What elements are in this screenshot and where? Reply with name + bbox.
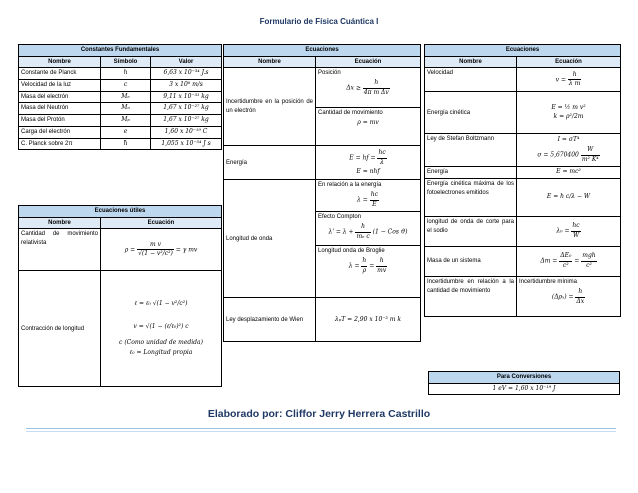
- const-name: Masa del electrón: [19, 91, 101, 103]
- wavelength-name: Longitud de onda: [224, 180, 316, 298]
- col-ecuacion: Ecuación: [517, 56, 621, 68]
- wavelength-energy-cell: En relación a la energía λ = $\frac{hc}{E}$: [316, 180, 421, 212]
- position-equation: Δx ≥ $\frac{h}{\text{4π m Δv}}$: [346, 79, 389, 96]
- const-value: 9,11 x 10⁻³¹ kg: [151, 91, 222, 103]
- momentum-cell: [316, 108, 421, 146]
- kinetic-equations: E = ½ m v² k = ρ²/2m: [517, 92, 621, 134]
- mass-equation: Δm = $\frac{\text{ΔE₀}}{\text{c²}}$ = mgh c²: [517, 247, 621, 277]
- col-valor: Valor: [151, 56, 222, 68]
- const-value: 1,67 x 10⁻²⁷ kg: [151, 115, 222, 127]
- const-symbol: Mₚ: [101, 115, 151, 127]
- uncert-min-cell: Incertidumbre mínima (Δρₓ) = $\frac{h}{\Delta x}$: [517, 277, 621, 317]
- velocity-name: Velocidad: [425, 68, 517, 92]
- position-cell: [316, 68, 421, 108]
- uncert-momentum-name: Incertidumbre en relación a la cantidad de movimiento: [425, 277, 517, 317]
- const-symbol: e: [101, 126, 151, 138]
- stefan-equations: I = σT⁴ σ = 5,670400 $\frac{W}{\text{m² K⁴}}$: [517, 134, 621, 167]
- kinetic-name: Energía cinética: [425, 92, 517, 134]
- const-value: 3 x 10⁸ m/s: [151, 80, 222, 92]
- contraction-note1: c (Como unidad de medida): [119, 339, 203, 347]
- wien-name: Ley desplazamiento de Wien: [224, 298, 316, 342]
- conversions-header: Para Conversiones: [429, 372, 620, 384]
- energy2-name: Energía: [425, 167, 517, 179]
- conversions-table: [428, 371, 620, 395]
- stefan-name: Ley de Stefan Boltzmann: [425, 134, 517, 167]
- energy2-equation: E = mc²: [517, 167, 621, 179]
- const-value: 1,055 x 10⁻³⁴ J s: [151, 138, 222, 150]
- col-ecuacion: Ecuación: [316, 56, 421, 68]
- broglie-cell: Longitud onda de Broglie λ = $\frac{h}{\rho}$ = $\frac{h}{mv}$: [316, 246, 421, 298]
- const-value: 1,60 x 10⁻¹⁹ C: [151, 126, 222, 138]
- energy-name: Energía: [224, 146, 316, 180]
- energy-equations: E = hf = $\frac{hc}{\lambda}$ E = nhf: [316, 146, 421, 180]
- equations-header: Ecuaciones: [224, 45, 421, 57]
- const-value: 1,67 x 10⁻²⁷ kg: [151, 103, 222, 115]
- const-value: 6,63 x 10⁻³⁴ J.s: [151, 68, 222, 80]
- const-symbol: Mₙ: [101, 103, 151, 115]
- col-nombre: Nombre: [19, 56, 101, 68]
- const-name: Masa del Protón: [19, 115, 101, 127]
- footer-author: Elaborado por: Cliffor Jerry Herrera Castrillo: [207, 408, 431, 420]
- constants-table: [18, 44, 222, 150]
- footer-divider: [26, 428, 616, 429]
- compton-cell: Efecto Compton λ' = λ + $\frac{h}{\text{mₑ c}}$ (1 − Cos ϑ): [316, 212, 421, 246]
- ecmax-name: Energía cinética máxima de los fotoelectrones emitidos: [425, 179, 517, 217]
- contraction-eq1: ℓ = ℓ₀ √(1 − v²/c²): [134, 300, 188, 307]
- uncertainty-name: Incertidumbre en la posición de un electrón: [224, 68, 316, 146]
- col-ecuacion: Ecuación: [101, 217, 222, 229]
- const-symbol: Mₑ: [101, 91, 151, 103]
- position-label: Posición: [318, 70, 341, 77]
- const-name: C. Planck sobre 2π: [19, 138, 101, 150]
- conversion-value: 1 eV = 1,60 x 10⁻¹⁹ J: [429, 383, 620, 395]
- mass-name: Masa de un sistema: [425, 247, 517, 277]
- sodium-equation: λ₀ = $\frac{hc}{W}$: [517, 217, 621, 247]
- const-name: Velocidad de la luz: [19, 80, 101, 92]
- const-symbol: ħ: [101, 138, 151, 150]
- momentum-label: Cantidad de movimiento: [318, 110, 383, 117]
- col-nombre: Nombre: [19, 217, 101, 229]
- contraction-note2: ℓ₀ = Longitud propia: [129, 349, 193, 357]
- momentum-eq: ρ = mv: [357, 119, 379, 127]
- velocity-equation: v = $\frac{h}{\text{λ m}}$: [517, 68, 621, 92]
- col-nombre: Nombre: [425, 56, 517, 68]
- sodium-name: longitud de onda de corte para el sodio: [425, 217, 517, 247]
- footer-divider: [26, 431, 616, 432]
- wien-equation: λₚT = 2,90 x 10⁻³ m k: [316, 298, 421, 342]
- col-simbolo: Símbolo: [101, 56, 151, 68]
- equations-header: Ecuaciones: [425, 45, 621, 57]
- contraction-equations: [101, 271, 222, 387]
- useful-name-contraction: Contracción de longitud: [19, 271, 101, 387]
- const-name: Masa del Neutrón: [19, 103, 101, 115]
- const-symbol: c: [101, 80, 151, 92]
- col-nombre: Nombre: [224, 56, 316, 68]
- useful-header: Ecuaciones útiles: [19, 206, 222, 218]
- const-symbol: h: [101, 68, 151, 80]
- const-name: Constante de Planck: [19, 68, 101, 80]
- equations-table-2: [424, 44, 621, 317]
- const-name: Carga del electrón: [19, 126, 101, 138]
- momentum-equation: ρ = $\frac{\text{m v}}{\text{√(1 − v²/c²)}}$ = γ mv: [101, 229, 222, 271]
- ecmax-equation: E = h c/λ − W: [517, 179, 621, 217]
- useful-name-momentum: Cantidad de movimiento relativista: [19, 229, 101, 271]
- constants-header: Constantes Fundamentales: [19, 45, 222, 57]
- page-title: Formulario de Física Cuántica I: [259, 17, 379, 26]
- equations-table-1: [223, 44, 421, 342]
- useful-equations-table: [18, 205, 222, 387]
- contraction-eq2: v = √(1 − (ℓ/ℓ₀)²) c: [133, 322, 189, 330]
